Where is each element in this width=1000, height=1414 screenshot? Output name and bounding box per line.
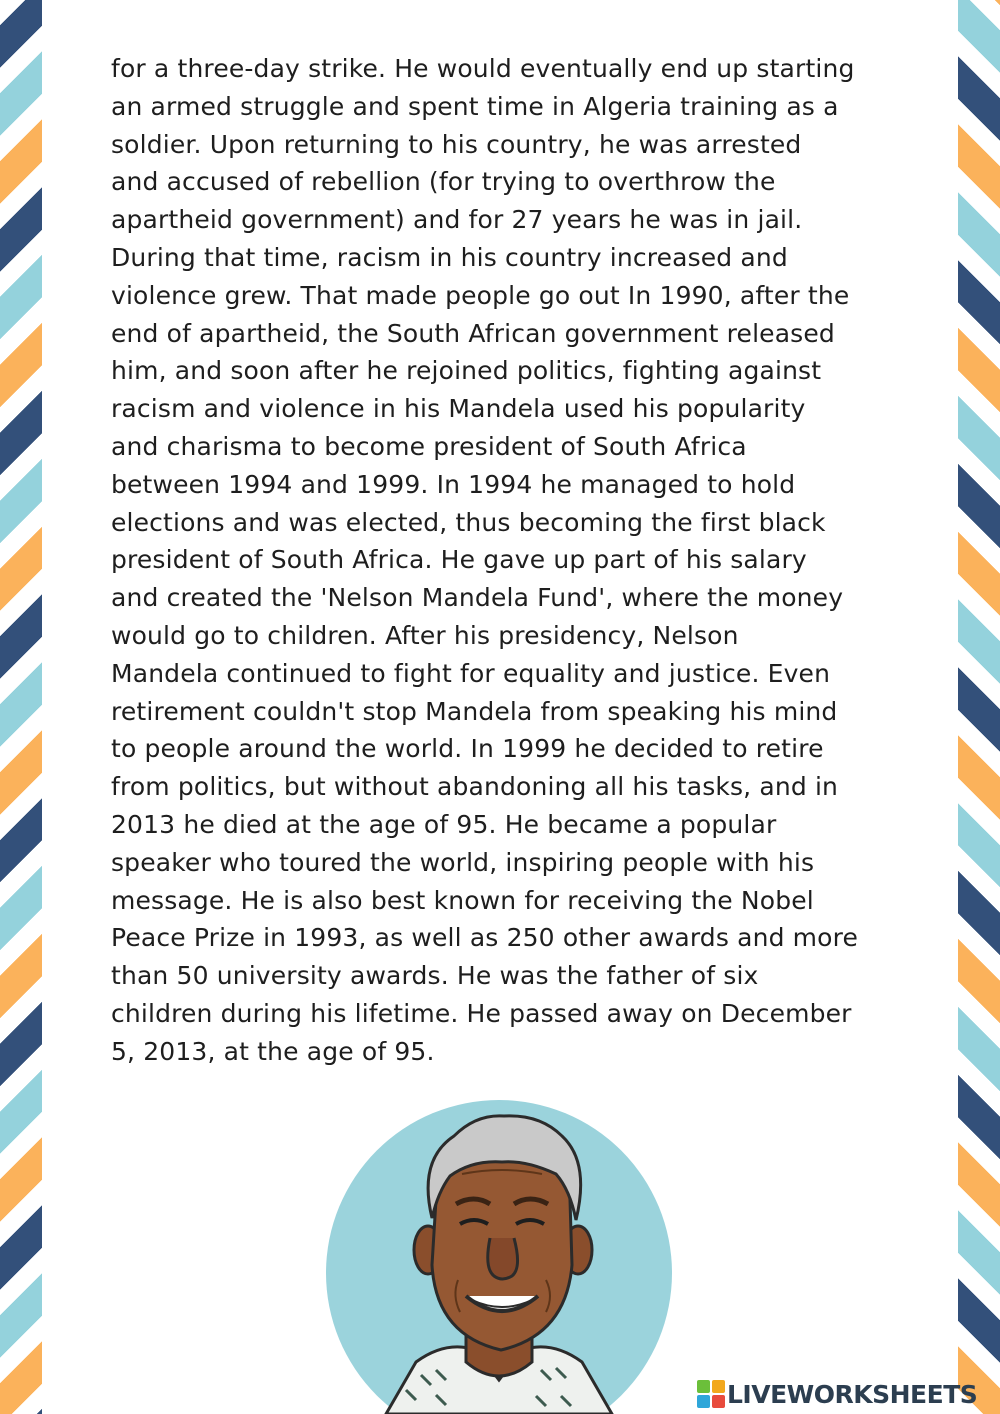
decorative-border-left: [0, 0, 42, 1414]
liveworksheets-logo-icon: [697, 1380, 725, 1408]
decorative-border-right: [958, 0, 1000, 1414]
liveworksheets-logo: [697, 1378, 977, 1410]
logo-text: LIVEWORKSHEETS: [727, 1379, 978, 1409]
article-text: for a three-day strike. He would eventually end up starting an armed struggle and spent time in Algeria training as a soldier. Upon returning to his country, he was arrested and accused of rebellion (for trying to overthrow the apartheid government) and for 27 years he was in jail. During that time, racism in his country increased and violence grew. That made people go out In 1990, after the end of apartheid, the South African government released him, and soon after he rejoined politics, fighting against racism and violence in his Mandela used his popularity and charisma to become president of South Africa between 1994 and 1999. In 1994 he managed to hold elections and was elected, thus becoming the first black president of South Africa. He gave up part of his salary and created the 'Nelson Mandela Fund', where the money would go to children. After his presidency, Nelson Mandela continued to fight for equality and justice. Even retirement couldn't stop Mandela from speaking his mind to people around the world. In 1999 he decided to retire from politics, but without abandoning all his tasks, and in 2013 he died at the age of 95. He became a popular speaker who toured the world, inspiring people with his message. He is also best known for receiving the Nobel Peace Prize in 1993, as well as 250 other awards and more than 50 university awards. He was the father of six children during his lifetime. He passed away on December 5, 2013, at the age of 95.: [111, 54, 859, 1066]
portrait-illustration: [326, 1100, 672, 1414]
